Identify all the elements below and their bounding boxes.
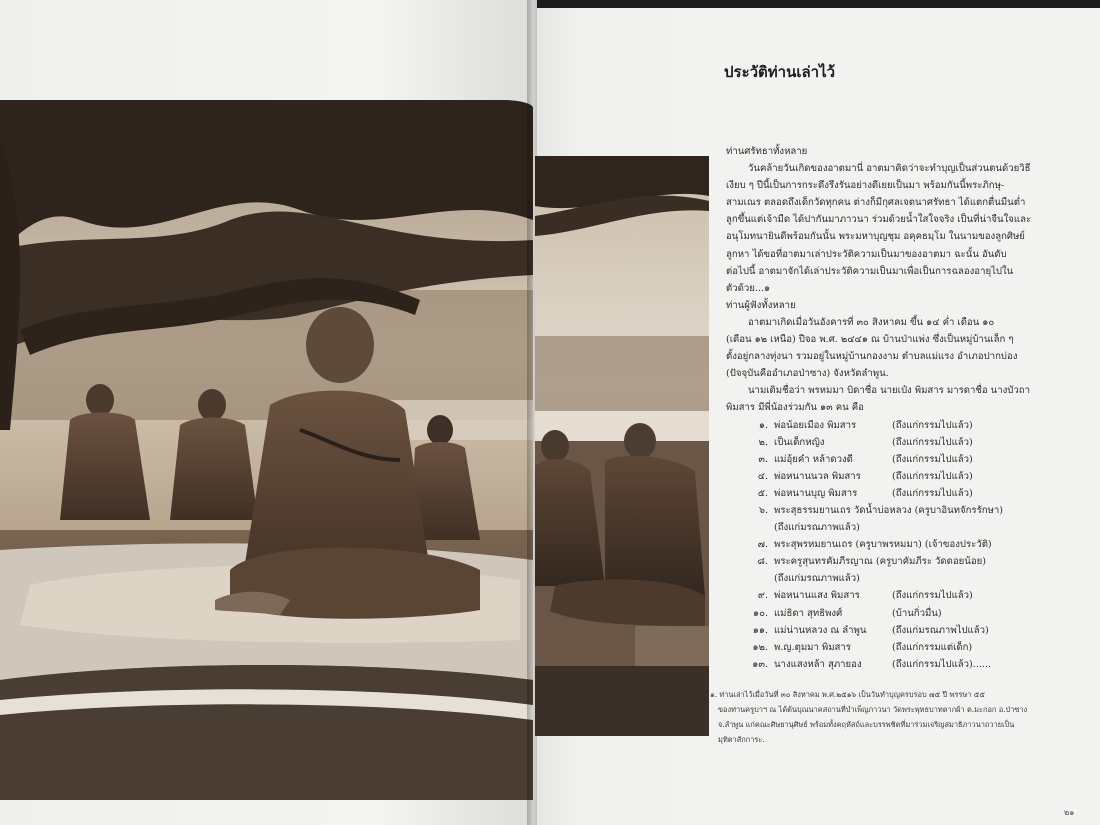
sibling-note: (ถึงแก่กรรมไปแล้ว) (892, 487, 973, 499)
list-item (726, 553, 1056, 570)
footnote (710, 687, 1060, 747)
chapter-heading: ประวัติท่านเล่าไว้ (724, 63, 836, 81)
sibling-note: (ถึงแก่กรรมไปแล้ว) (892, 419, 973, 431)
list-item (726, 639, 1056, 656)
sibling-name: เป็นเด็กหญิง (774, 436, 825, 448)
sibling-name: แม่ธิดา สุทธิพงศ์ (774, 607, 843, 619)
list-number: ๑๓. (752, 658, 768, 670)
body-text (726, 143, 1056, 673)
list-item (726, 536, 1056, 553)
sibling-name: แม่น่านหลวง ณ ลำพูน (774, 624, 867, 636)
paragraph-line: พิมสาร มีพี่น้องร่วมกัน ๑๓ คน คือ (726, 402, 864, 414)
paragraph-line: อนุโมทนายินดีพร้อมกันนั้น พระมหาบุญชุม อคุคธมฺโม ในนามของลูกศิษย์ (726, 231, 1025, 243)
sibling-name: พระสุธรรมยานเถร วัดน้ำบ่อหลวง (ครูบาอินทจักรรักษา) (774, 504, 1003, 516)
paragraph-line: นามเดิมชื่อว่า พรหมมา บิดาชื่อ นายเป๋ง พิมสาร มารดาชื่อ นางบัวถา (748, 385, 1030, 397)
list-item (726, 434, 1056, 451)
list-item (726, 451, 1056, 468)
siblings-list (726, 417, 1056, 673)
sibling-name: นางแสงหล้า สุภายอง (774, 658, 862, 670)
sibling-name: พ่อหนานบุญ พิมสาร (774, 487, 858, 499)
sibling-note: (ถึงแก่กรรมไปแล้ว) (892, 436, 973, 448)
sibling-name: แม่อุ้ยคำ หล้าดวงดี (774, 453, 853, 465)
list-number: ๗. (757, 539, 768, 551)
list-number: ๑. (758, 419, 768, 431)
footnote-line: จ.ลำพูน แก่คณะศิษยานุศิษย์ พร้อมทั้งคฤหัสถ์และบรรพชิตที่มาร่วมเจริญสมาธิภาวนาถวายเป็น (718, 720, 1015, 729)
sibling-name: พ่อหนานแสง พิมสาร (774, 590, 860, 602)
sibling-note: (ถึงแก่กรรมไปแล้ว) (892, 453, 973, 465)
paragraph-line: (ปัจจุบันคืออำเภอป่าซาง) จังหวัดลำพูน. (726, 368, 889, 380)
paragraph-line: อาตมาเกิดเมื่อวันอังคารที่ ๓๐ สิงหาคม ขึ้น ๑๔ ค่ำ เดือน ๑๐ (748, 316, 995, 328)
paragraph-line: (เดือน ๑๒ เหนือ) ปีจอ พ.ศ. ๒๔๔๑ ณ บ้านป่าแพ่ง ซึ่งเป็นหมู่บ้านเล็ก ๆ (726, 334, 1014, 346)
sibling-note: (ถึงแก่กรรมแต่เด็ก) (892, 641, 973, 653)
sibling-name: พระสุพรหมยานเถร (ครูบาพรหมมา) (เจ้าของประวัติ) (774, 539, 992, 551)
list-item (726, 468, 1056, 485)
sibling-name: พ่อน้อยเมือง พิมสาร (774, 419, 857, 431)
paragraph-line: ลูกหา ได้ขอที่อาตมาเล่าประวัติความเป็นมาของอาตมา ฉะนั้น อันดับ (726, 248, 1007, 260)
list-number: ๖. (758, 504, 768, 516)
paragraph-line: ลูกขึ้นแต่เจ้ามืด ได้ปากันมาภาวนา ร่วมด้วยน้ำใสใจจริง เป็นที่น่าจืนใจและ (726, 214, 1032, 226)
list-number: ๑๐. (753, 607, 768, 619)
sibling-note: (ถึงแก่กรรมไปแล้ว) (892, 590, 973, 602)
paragraph-line: สามเณร ตลอดถึงเด็กวัดทุกคน ต่างก็มีกุศลเจตนาศรัทธา ได้แตกตื่นมืนต่ำ (726, 197, 1026, 209)
monk-under-tree-photo (0, 100, 533, 800)
sibling-name: พ่อหนานนวล พิมสาร (774, 470, 861, 482)
sibling-note: (ถึงแก่มรณภาพแล้ว) (774, 522, 860, 534)
footnote-line: ของท่านครูบาฯ ณ ได้ต้นบุณนาคสถานที่บำเพ็ญภาวนา วัดพระพุทธบาทตากผ้า ต.มะกอก อ.ป่าซาง (718, 705, 1028, 714)
salutation-line: ท่านผู้ฟังทั้งหลาย (726, 299, 796, 311)
monks-praying-photo (535, 156, 709, 736)
sibling-name: พ.ญ.ตุมมา พิมสาร (774, 641, 851, 653)
sibling-name: พระครูสุนทรคัมภีรญาณ (ครูบาคัมภีระ วัดดอยน้อย) (774, 556, 986, 568)
paragraph-line: ต่อไปนี้ อาตมาจักได้เล่าประวัติความเป็นมาเพื่อเป็นการฉลองอายุไปใน (726, 265, 1014, 277)
list-item (726, 622, 1056, 639)
sibling-note: (ถึงแก่มรณภาพแล้ว) (774, 573, 860, 585)
list-number: ๕. (757, 487, 768, 499)
list-number: ๑๒. (752, 641, 768, 653)
list-item (726, 656, 1056, 673)
paragraph-line: เงียบ ๆ ปีนี้เป็นการกระดึงรึงรันอย่างดีเยยเป็นมา พร้อมกันนี้พระภิกษุ- (726, 180, 1005, 192)
list-number: ๙. (757, 590, 768, 602)
photo-illustration-small (535, 156, 709, 736)
sibling-note: (บ้านกิ่วมื่น) (892, 607, 942, 619)
list-number: ๓. (758, 453, 768, 465)
paragraph-line: ตั้งอยู่กลางทุ่งนา รวมอยู่ในหมู่บ้านกองงาม ตำบลแม่แรง อำเภอปากบ่อง (726, 351, 1018, 363)
left-page (0, 0, 537, 825)
list-number: ๘. (757, 556, 768, 568)
salutation-line: ท่านศรัทธาทั้งหลาย (726, 146, 808, 157)
page-number: ๒๑ (1064, 808, 1075, 817)
list-number: ๒. (758, 436, 768, 448)
footnote-line: ๑. ท่านเล่าไว้เมื่อวันที่ ๓๐ สิงหาคม พ.ศ.๒๕๑๖ เป็นวันทำบุญครบรอบ ๗๕ ปี พรรษา ๕๕ (710, 690, 985, 699)
list-item (726, 502, 1056, 519)
list-item (726, 485, 1056, 502)
sibling-note: (ถึงแก่กรรมไปแล้ว)...... (892, 658, 992, 670)
list-item (726, 417, 1056, 434)
footnote-line: มุทิตาสักการะ. (718, 735, 765, 744)
paragraph-line: ตัวด้วย...๑ (726, 282, 771, 294)
list-item (726, 605, 1056, 622)
list-number: ๔. (757, 470, 768, 482)
paragraph-line: วันคล้ายวันเกิดของอาตมานี่ อาตมาคิดว่าจะทำบุญเป็นส่วนตนด้วยวิธี (748, 163, 1031, 175)
list-number: ๑๑. (752, 624, 768, 636)
list-item (726, 587, 1056, 604)
sibling-note: (ถึงแก่กรรมไปแล้ว) (892, 470, 973, 482)
photo-illustration (0, 100, 533, 800)
sibling-note: (ถึงแก่มรณภาพไปแล้ว) (892, 624, 989, 636)
